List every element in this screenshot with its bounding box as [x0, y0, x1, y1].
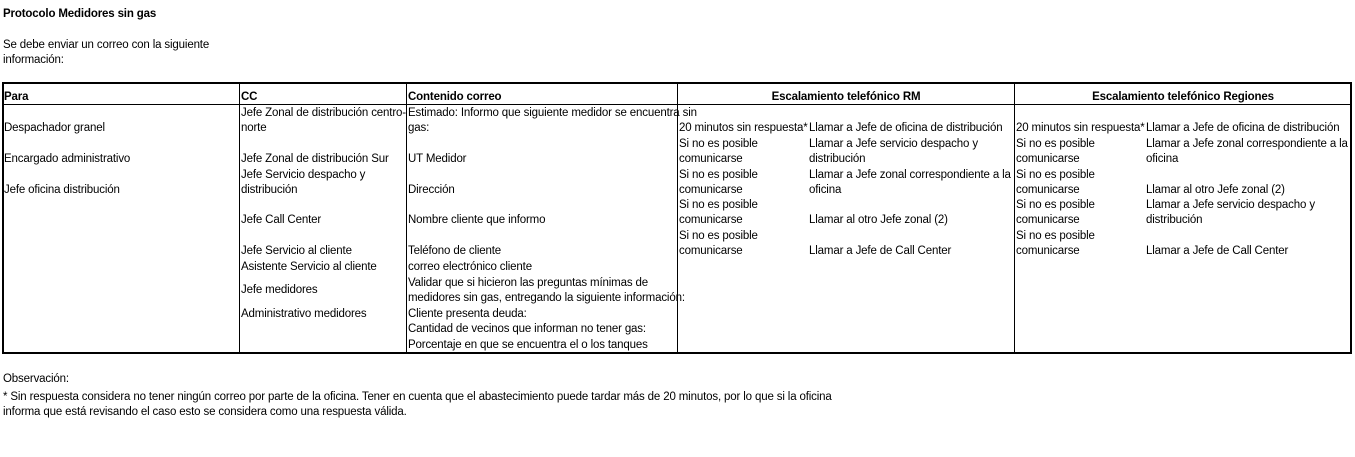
rm-condition: comunicarse — [679, 214, 743, 226]
contenido-cell: Estimado: Informo que siguiente medidor se encuentra sin — [408, 107, 697, 119]
page-title: Protocolo Medidores sin gas — [3, 8, 157, 20]
regiones-condition: Si no es posible — [1016, 199, 1095, 211]
rm-condition: 20 minutos sin respuesta* — [679, 122, 808, 134]
cc-cell: Jefe Zonal de distribución Sur — [241, 153, 389, 165]
contenido-cell: gas: — [408, 122, 430, 134]
rm-condition: Si no es posible — [679, 230, 758, 242]
contenido-cell: UT Medidor — [408, 153, 467, 165]
rm-condition: comunicarse — [679, 184, 743, 196]
regiones-action: oficina — [1146, 153, 1179, 165]
rm-action: Llamar a Jefe de oficina de distribución — [809, 122, 1003, 134]
rm-condition: comunicarse — [679, 245, 743, 257]
header-escalamiento-regiones: Escalamiento telefónico Regiones — [1092, 91, 1274, 103]
contenido-cell: Cliente presenta deuda: — [408, 308, 527, 320]
contenido-cell: correo electrónico cliente — [408, 261, 532, 273]
rm-condition: Si no es posible — [679, 138, 758, 150]
rm-action: oficina — [809, 184, 842, 196]
regiones-condition: comunicarse — [1016, 153, 1080, 165]
contenido-cell: Teléfono de cliente — [408, 245, 502, 257]
observacion-line-2: informa que está revisando el caso esto se considera como una respuesta válida. — [3, 406, 407, 418]
cc-cell: distribución — [241, 184, 298, 196]
intro-line-2: información: — [3, 54, 64, 66]
col-border-cc — [239, 82, 240, 354]
rm-condition: comunicarse — [679, 153, 743, 165]
regiones-action: Llamar al otro Jefe zonal (2) — [1146, 184, 1285, 196]
col-border-rm — [677, 82, 678, 354]
contenido-cell: Porcentaje en que se encuentra el o los tanques — [408, 339, 648, 351]
contenido-cell: Nombre cliente que informo — [408, 214, 546, 226]
header-escalamiento-rm: Escalamiento telefónico RM — [771, 91, 921, 103]
regiones-condition: Si no es posible — [1016, 138, 1095, 150]
para-cell: Despachador granel — [4, 122, 105, 134]
cc-cell: Asistente Servicio al cliente — [241, 261, 377, 273]
regiones-condition: Si no es posible — [1016, 230, 1095, 242]
regiones-condition: comunicarse — [1016, 214, 1080, 226]
col-border-regiones — [1014, 82, 1015, 354]
cc-cell: Administrativo medidores — [241, 308, 367, 320]
rm-condition: Si no es posible — [679, 199, 758, 211]
regiones-action: Llamar a Jefe de oficina de distribución — [1146, 122, 1340, 134]
rm-action: Llamar a Jefe zonal correspondiente a la — [809, 169, 1011, 181]
regiones-action: distribución — [1146, 214, 1203, 226]
regiones-condition: comunicarse — [1016, 245, 1080, 257]
rm-action: distribución — [809, 153, 866, 165]
regiones-action: Llamar a Jefe servicio despacho y — [1146, 199, 1315, 211]
para-cell: Encargado administrativo — [4, 153, 131, 165]
para-cell: Jefe oficina distribución — [4, 184, 120, 196]
contenido-cell: Dirección — [408, 184, 455, 196]
header-cc: CC — [241, 91, 258, 103]
rm-action: Llamar a Jefe servicio despacho y — [809, 138, 978, 150]
rm-condition: Si no es posible — [679, 169, 758, 181]
observacion-line-1: * Sin respuesta considera no tener ningún correo por parte de la oficina. Tener en cuenta que el abastecimiento puede tardar más de 20 minutos, por lo que si la oficina — [3, 391, 832, 403]
cc-cell: Jefe Zonal de distribución centro- — [241, 107, 406, 119]
contenido-cell: medidores sin gas, entregando la siguiente información: — [408, 292, 685, 304]
contenido-cell: Validar que si hicieron las preguntas mínimas de — [408, 277, 648, 289]
cc-cell: Jefe medidores — [241, 284, 318, 296]
cc-cell: norte — [241, 122, 267, 134]
observacion-label: Observación: — [3, 373, 69, 385]
cc-cell: Jefe Servicio despacho y — [241, 169, 366, 181]
header-contenido: Contenido correo — [408, 91, 502, 103]
regiones-condition: Si no es posible — [1016, 169, 1095, 181]
regiones-condition: comunicarse — [1016, 184, 1080, 196]
col-border-right — [1350, 82, 1352, 354]
regiones-action: Llamar a Jefe zonal correspondiente a la — [1146, 138, 1348, 150]
col-border-contenido — [406, 82, 407, 354]
cc-cell: Jefe Servicio al cliente — [241, 245, 352, 257]
header-para: Para — [4, 91, 29, 103]
contenido-cell: Cantidad de vecinos que informan no tener gas: — [408, 323, 646, 335]
intro-line-1: Se debe enviar un correo con la siguiente — [3, 39, 210, 51]
cc-cell: Jefe Call Center — [241, 214, 322, 226]
rm-action: Llamar al otro Jefe zonal (2) — [809, 214, 948, 226]
rm-action: Llamar a Jefe de Call Center — [809, 245, 952, 257]
regiones-action: Llamar a Jefe de Call Center — [1146, 245, 1289, 257]
regiones-condition: 20 minutos sin respuesta* — [1016, 122, 1145, 134]
